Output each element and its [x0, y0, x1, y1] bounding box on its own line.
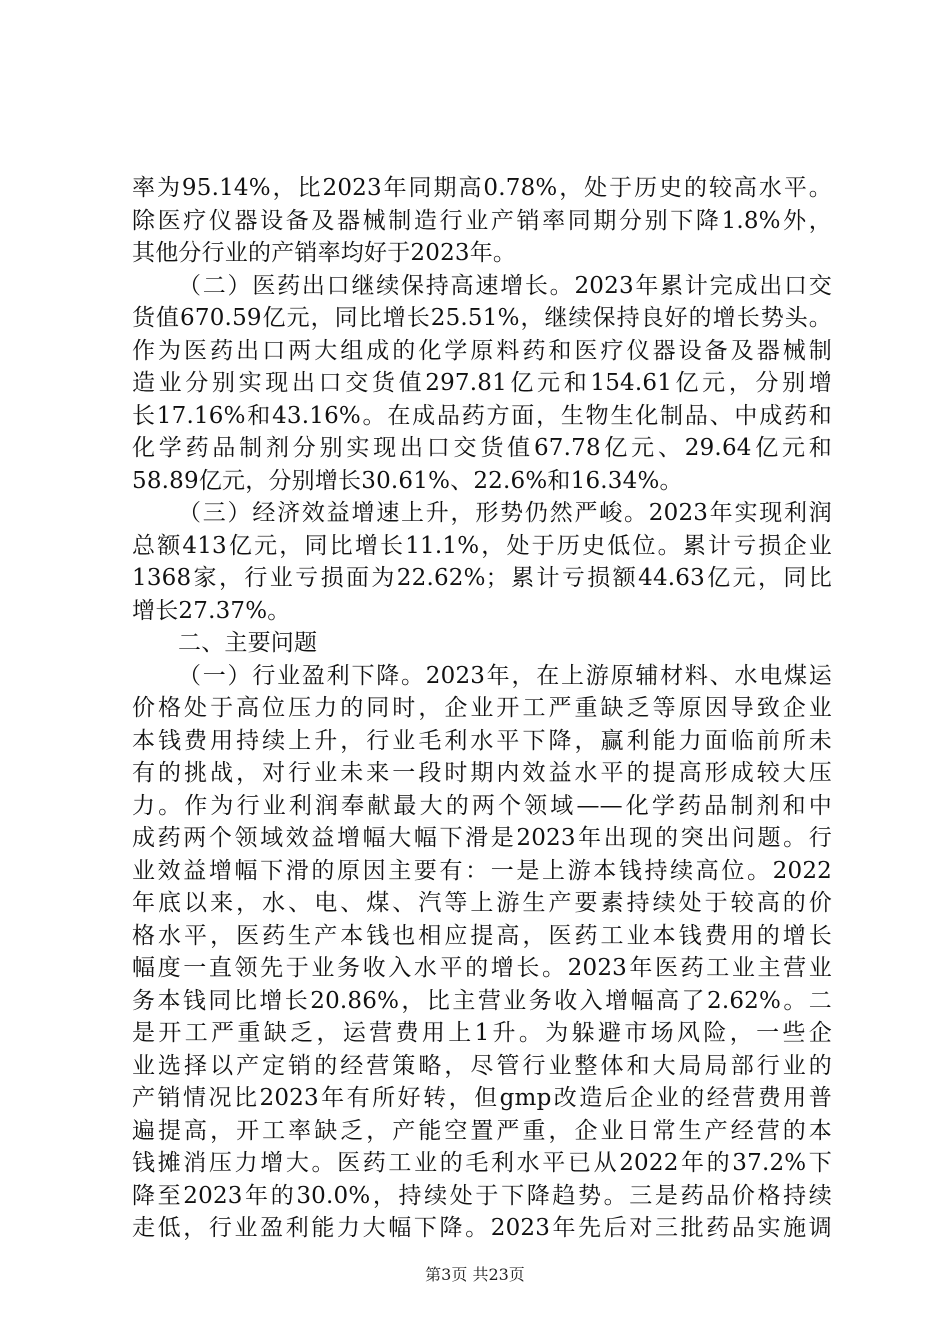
- text-line: 价格处于高位压力的同时，企业开工严重缺乏等原因导致企业: [132, 695, 832, 721]
- text-line: 成药两个领域效益增幅大幅下滑是2023年出现的突出问题。行: [132, 825, 832, 851]
- text-line: 1368家，行业亏损面为22.62%；累计亏损额44.63亿元，同比: [132, 565, 832, 591]
- text-line: 遍提高，开工率缺乏，产能空置严重，企业日常生产经营的本: [132, 1117, 832, 1144]
- text-line: 本钱费用持续上升，行业毛利水平下降，赢利能力面临前所未: [132, 727, 832, 754]
- text-line: 格水平，医药生产本钱也相应提高，医药工业本钱费用的增长: [132, 922, 832, 949]
- text-line: 业效益增幅下滑的原因主要有：一是上游本钱持续高位。2022: [132, 857, 832, 884]
- paragraph-start-line: （一）行业盈利下降。2023年，在上游原辅材料、水电煤运: [178, 662, 832, 689]
- text-line: 走低，行业盈利能力大幅下降。2023年先后对三批药品实施调: [132, 1215, 832, 1241]
- text-line: 业选择以产定销的经营策略，尽管行业整体和大局局部行业的: [132, 1052, 832, 1079]
- text-line: 钱摊消压力增大。医药工业的毛利水平已从2022年的37.2%下: [132, 1150, 832, 1176]
- text-line: 增长27.37%。: [132, 597, 291, 624]
- text-line: 长17.16%和43.16%。在成品药方面，生物生化制品、中成药和: [132, 402, 832, 429]
- paragraph-start-line: （三）经济效益增速上升，形势仍然严峻。2023年实现利润: [178, 500, 832, 526]
- text-line: 造业分别实现出口交货值297.81亿元和154.61亿元，分别增: [132, 370, 832, 396]
- text-line: 幅度一直领先于业务收入水平的增长。2023年医药工业主营业: [132, 955, 832, 981]
- text-line: 是开工严重缺乏，运营费用上1升。为躲避市场风险，一些企: [132, 1020, 832, 1046]
- text-line: 其他分行业的产销率均好于2023年。: [132, 240, 517, 266]
- text-line: 率为95.14%，比2023年同期高0.78%，处于历史的较高水平。: [132, 175, 832, 201]
- text-line: 化学药品制剂分别实现出口交货值67.78亿元、29.64亿元和: [132, 435, 832, 461]
- text-line: 年底以来，水、电、煤、汽等上游生产要素持续处于较高的价: [132, 890, 832, 916]
- section-heading: 二、主要问题: [178, 630, 318, 656]
- text-line: 产销情况比2023年有所好转，但gmp改造后企业的经营费用普: [132, 1085, 832, 1111]
- text-line: 除医疗仪器设备及器械制造行业产销率同期分别下降1.8%外，: [132, 207, 832, 234]
- document-body: [132, 172, 832, 1245]
- text-line: 力。作为行业利润奉献最大的两个领域——化学药品制剂和中: [132, 792, 832, 819]
- text-line: 有的挑战，对行业未来一段时期内效益水平的提高形成较大压: [132, 760, 832, 786]
- text-line: 总额413亿元，同比增长11.1%，处于历史低位。累计亏损企业: [132, 532, 832, 559]
- text-line: 务本钱同比增长20.86%，比主营业务收入增幅高了2.62%。二: [132, 987, 832, 1014]
- text-line: 58.89亿元，分别增长30.61%、22.6%和16.34%。: [132, 467, 683, 494]
- text-line: 降至2023年的30.0%，持续处于下降趋势。三是药品价格持续: [132, 1182, 832, 1209]
- text-line: 作为医药出口两大组成的化学原料药和医疗仪器设备及器械制: [132, 337, 832, 364]
- paragraph-start-line: （二）医药出口继续保持高速增长。2023年累计完成出口交: [178, 272, 832, 299]
- page-number-footer: 第3页 共23页: [425, 1265, 525, 1284]
- text-line: 货值670.59亿元，同比增长25.51%，继续保持良好的增长势头。: [132, 305, 832, 331]
